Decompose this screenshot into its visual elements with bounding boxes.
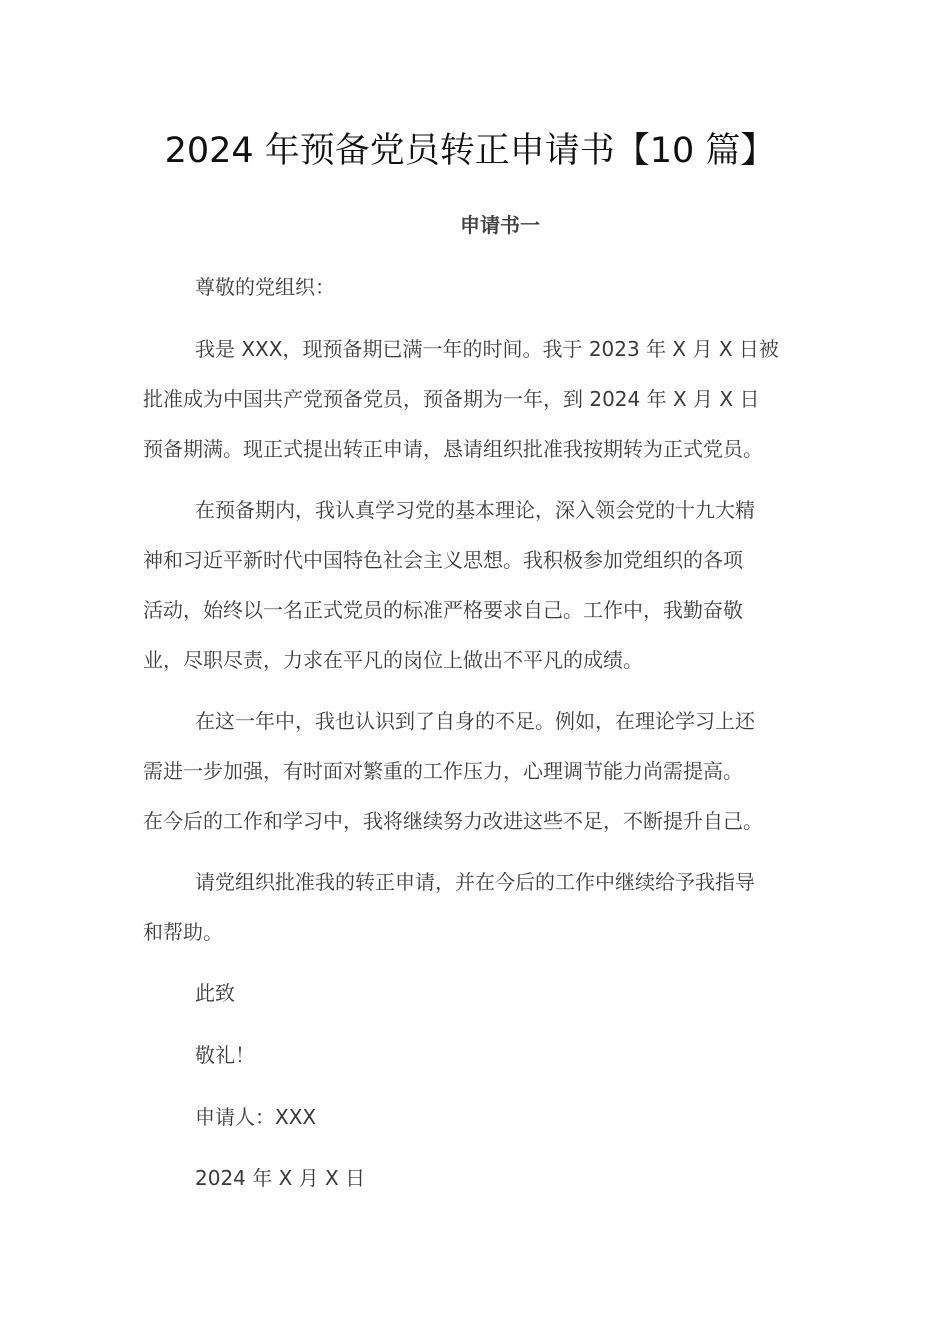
closing-jingli: 敬礼！ <box>195 1043 255 1067</box>
closing-cizhi: 此致 <box>195 981 235 1005</box>
paragraph-1-line-3: 预备期满。现正式提出转正申请，恳请组织批准我按期转为正式党员。 <box>143 437 763 461</box>
application-date: 2024 年 X 月 X 日 <box>195 1166 366 1190</box>
paragraph-1-line-2: 批准成为中国共产党预备党员，预备期为一年，到 2024 年 X 月 X 日 <box>143 387 760 411</box>
paragraph-2-line-3: 活动，始终以一名正式党员的标准严格要求自己。工作中，我勤奋敬 <box>143 598 743 622</box>
paragraph-2-line-1: 在预备期内，我认真学习党的基本理论，深入领会党的十九大精 <box>195 498 755 522</box>
applicant-signature: 申请人：XXX <box>195 1105 317 1129</box>
salutation: 尊敬的党组织： <box>195 275 335 299</box>
paragraph-3-line-3: 在今后的工作和学习中，我将继续努力改进这些不足，不断提升自己。 <box>143 809 763 833</box>
paragraph-3-line-1: 在这一年中，我也认识到了自身的不足。例如，在理论学习上还 <box>195 709 755 733</box>
paragraph-2-line-4: 业，尽职尽责，力求在平凡的岗位上做出不平凡的成绩。 <box>143 648 643 672</box>
paragraph-1-line-1: 我是 XXX，现预备期已满一年的时间。我于 2023 年 X 月 X 日被 <box>195 337 779 361</box>
paragraph-4-line-1: 请党组织批准我的转正申请，并在今后的工作中继续给予我指导 <box>195 870 755 894</box>
document-title: 2024 年预备党员转正申请书【10 篇】 <box>164 131 776 171</box>
section-heading: 申请书一 <box>460 213 540 237</box>
paragraph-3-line-2: 需进一步加强，有时面对繁重的工作压力，心理调节能力尚需提高。 <box>143 759 743 783</box>
paragraph-2-line-2: 神和习近平新时代中国特色社会主义思想。我积极参加党组织的各项 <box>143 548 743 572</box>
paragraph-4-line-2: 和帮助。 <box>143 920 223 944</box>
